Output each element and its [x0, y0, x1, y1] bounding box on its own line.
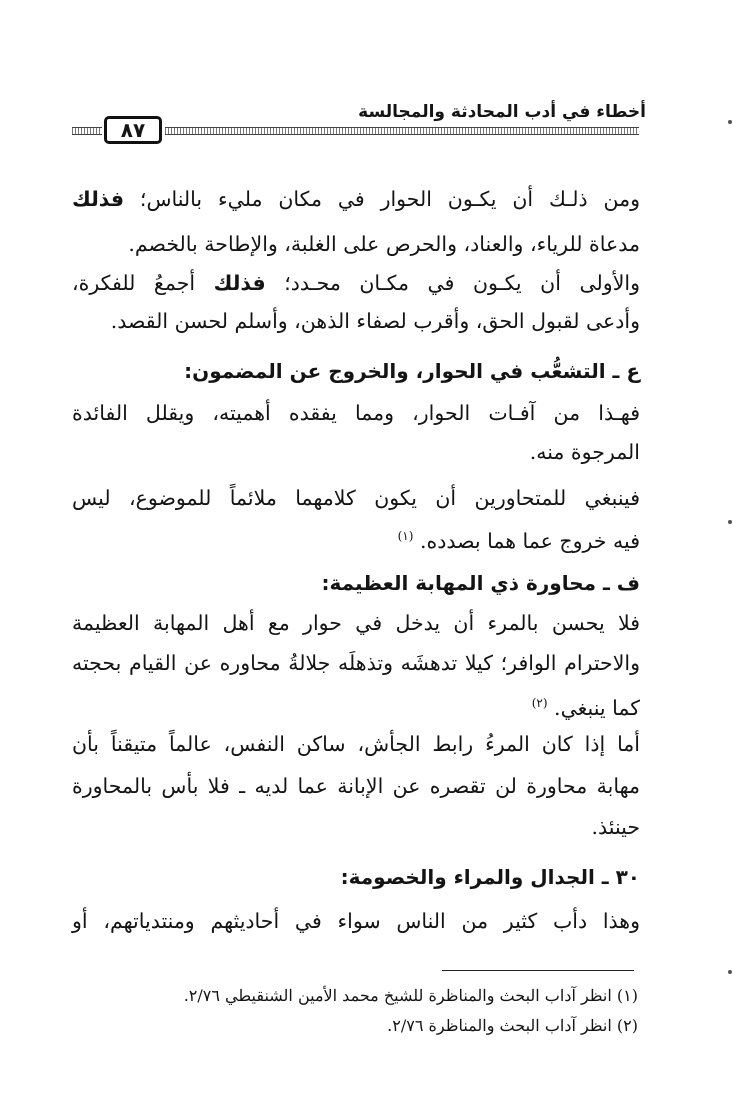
- text-line: مهابة محاورة لن تقصره عن الإبانة عما لديه ـ فلا بأس بالمحاورة: [72, 774, 640, 798]
- margin-mark: [728, 520, 732, 524]
- header-rule-left: [72, 127, 102, 135]
- text-line: فيه خروج عما هما بصدده. $^{(١)}$: [397, 528, 640, 553]
- page-number: ٨٧: [104, 116, 162, 144]
- text-line: أما إذا كان المرءُ رابط الجأش، ساكن النفس، عالماً متيقناً بأن: [72, 732, 640, 756]
- text-line: فلا يحسن بالمرء أن يدخل في حوار مع أهل المهابة العظيمة: [72, 611, 640, 635]
- text-line: وأدعى لقبول الحق، وأقرب لصفاء الذهن، وأسلم لحسن القصد.: [110, 309, 640, 333]
- footnote: (٢) انظر آداب البحث والمناظرة ٢/٧٦.: [387, 1016, 638, 1035]
- text-line: فهـذا من آفـات الحوار، ومما يفقده أهميته، ويقلل الفائدة: [72, 401, 640, 425]
- text-line: وهذا دأب كثير من الناس سواء في أحاديثهم ومنتدياتهم، أو: [72, 909, 640, 933]
- text-line: مدعاة للرياء، والعناد، والحرص على الغلبة، والإطاحة بالخصم.: [128, 232, 640, 256]
- footnote-ref: (١): [397, 529, 414, 543]
- footnote: (١) انظر آداب البحث والمناظرة للشيخ محمد الأمين الشنقيطي ٢/٧٦.: [183, 986, 638, 1005]
- text-line: حينئذ.: [591, 815, 640, 839]
- section-heading: ٣٠ ـ الجدال والمراء والخصومة:: [340, 865, 640, 889]
- margin-mark: [728, 120, 732, 124]
- header-rule-right: [165, 127, 639, 135]
- text-line: كما ينبغي. $^{(٢)}$: [531, 695, 640, 720]
- running-title: أخطاء في أدب المحادثة والمجالسة: [358, 102, 646, 122]
- section-heading: ع ـ التشعُّب في الحوار، والخروج عن المضمون:: [184, 359, 640, 383]
- text-line: ومن ذلـك أن يكـون الحوار في مكان مليء بالناس؛ فذلك: [72, 187, 640, 211]
- section-heading: ف ـ محاورة ذي المهابة العظيمة:: [321, 571, 640, 595]
- footnote-ref: (٢): [531, 696, 548, 710]
- margin-mark: [728, 970, 732, 974]
- text-line: والأولى أن يكـون في مكـان محـدد؛ فذلك أجمعُ للفكرة،: [72, 271, 640, 295]
- text-line: المرجوة منه.: [529, 440, 640, 464]
- text-line: والاحترام الوافر؛ كيلا تدهشَه وتذهلَه جلالةُ محاوره عن القيام بحجته: [72, 651, 640, 675]
- text-line: فينبغي للمتحاورين أن يكون كلامهما ملائماً للموضوع، ليس: [72, 486, 640, 510]
- footnote-rule: [442, 970, 634, 971]
